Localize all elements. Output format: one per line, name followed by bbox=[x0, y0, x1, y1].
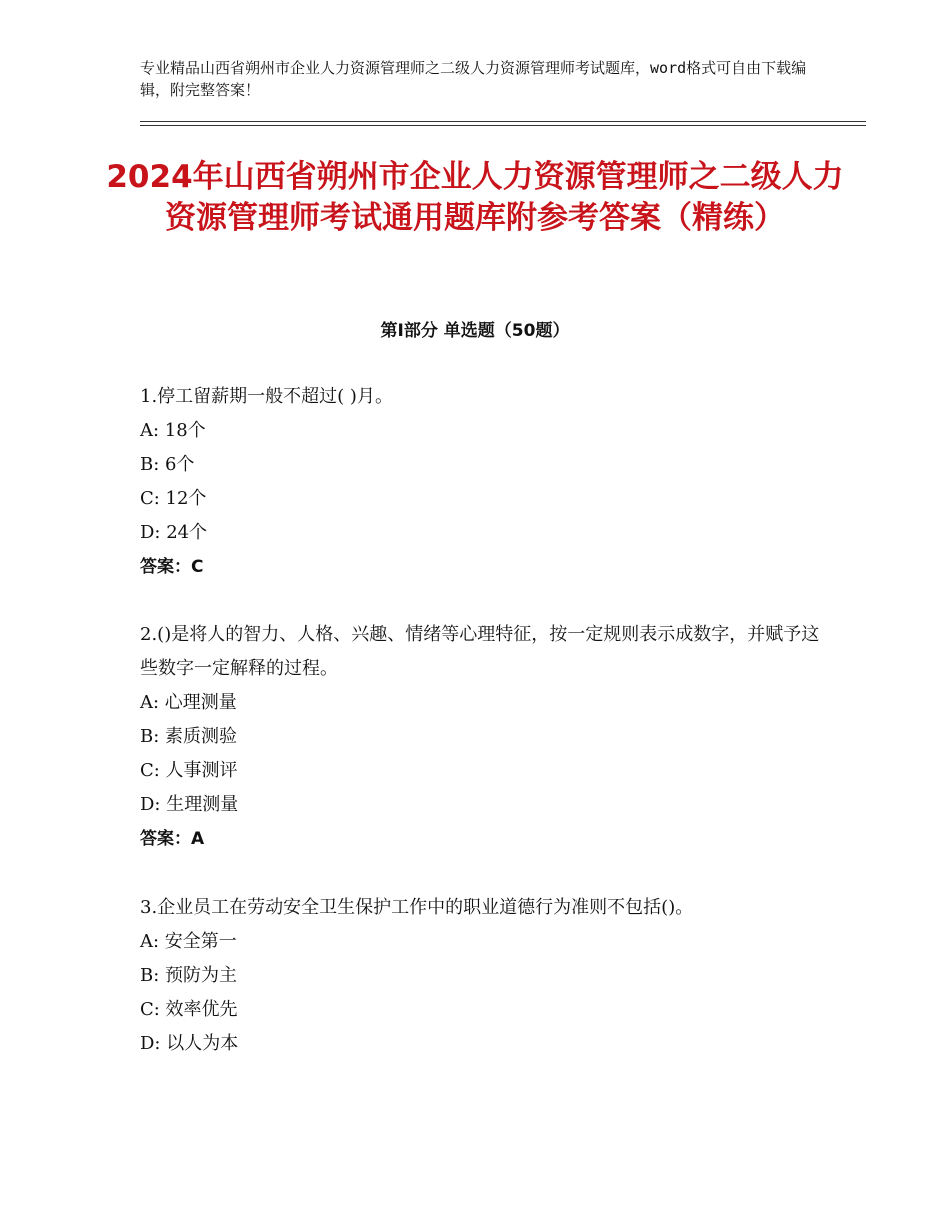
option-c: C: 12个 bbox=[140, 488, 207, 509]
question-2 bbox=[140, 618, 820, 856]
option-d: D: 生理测量 bbox=[140, 794, 239, 815]
option-d: D: 24个 bbox=[140, 522, 208, 543]
question-stem: 1.停工留薪期一般不超过( )月。 bbox=[140, 386, 393, 407]
section-heading: 第Ⅰ部分 单选题（50题） bbox=[380, 321, 570, 341]
document-title: 2024年山西省朔州市企业人力资源管理师之二级人力资源管理师考试通用题库附参考答案（精练） bbox=[106, 159, 844, 236]
question-stem: 3.企业员工在劳动安全卫生保护工作中的职业道德行为准则不包括()。 bbox=[140, 897, 694, 918]
header-rule-bottom bbox=[140, 125, 866, 126]
answer: 答案：A bbox=[140, 829, 205, 849]
option-a: A: 18个 bbox=[140, 420, 206, 441]
option-b: B: 6个 bbox=[140, 454, 195, 475]
question-1 bbox=[140, 380, 820, 584]
option-a: A: 安全第一 bbox=[140, 931, 237, 952]
question-stem: 2.()是将人的智力、人格、兴趣、情绪等心理特征，按一定规则表示成数字，并赋予这些数字一定解释的过程。 bbox=[140, 624, 820, 679]
option-d: D: 以人为本 bbox=[140, 1033, 239, 1054]
option-c: C: 效率优先 bbox=[140, 999, 238, 1020]
answer: 答案：C bbox=[140, 557, 204, 577]
option-a: A: 心理测量 bbox=[140, 692, 237, 713]
header-rule-top bbox=[140, 121, 866, 122]
option-b: B: 素质测验 bbox=[140, 726, 238, 747]
option-b: B: 预防为主 bbox=[140, 965, 238, 986]
option-c: C: 人事测评 bbox=[140, 760, 238, 781]
header-note: 专业精品山西省朔州市企业人力资源管理师之二级人力资源管理师考试题库，word格式可自由下载编辑，附完整答案！ bbox=[140, 59, 807, 99]
question-3 bbox=[140, 891, 820, 1061]
